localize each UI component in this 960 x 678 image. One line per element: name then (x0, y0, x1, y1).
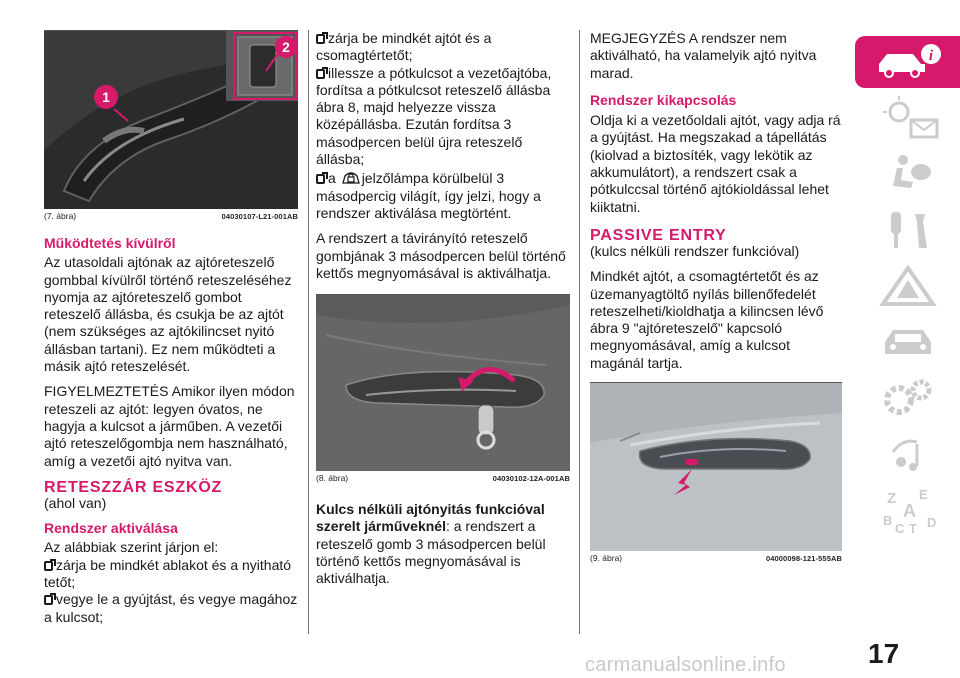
figure-caption: (7. ábra) (44, 211, 77, 221)
tab-starting[interactable] (855, 204, 960, 256)
callout-2-label: 2 (282, 39, 290, 55)
column-divider (579, 30, 580, 634)
checkbox-bullet-icon (44, 595, 53, 605)
para-passive-sub: (kulcs nélküli rendszer funkcióval) (590, 242, 800, 259)
bullet-item: zárja be mindkét ajtót és a csomagtértetőt; (316, 30, 492, 64)
para-warning: FIGYELMEZTETÉS Amikor ilyen módon reteszeli az ajtót: legyen óvatos, ne hagyja a kulcsot a járműben. A vezetői ajtó reteszelőgombja nem használható, amíg a vezetői ajtó nyitva van. (44, 383, 295, 469)
column-1 (44, 30, 298, 626)
door-interior-illustration (44, 31, 298, 209)
deadlock-lamp-icon (340, 168, 362, 186)
tab-multimedia[interactable] (855, 428, 960, 480)
alphabet-index-icon (873, 485, 943, 535)
tab-technical-data[interactable] (855, 372, 960, 424)
svg-text:i: i (928, 48, 933, 64)
heading-activate: Rendszer aktiválása (44, 520, 178, 537)
svg-text:D: D (926, 515, 936, 530)
figure-7-caption (44, 211, 298, 221)
para-outside: Az utasoldali ajtónak az ajtóreteszelő gombbal kívülről történő reteszeléséhez nyomja az ajtóreteszelő gombot reteszelő állásba, és csukja be az ajtót (nem szükséges az ajtókilincset nyitó állásban tartani). Ez nem működteti a másik ajtó reteszelését. (44, 254, 292, 375)
hazard-triangle-icon (873, 264, 943, 308)
para-note: MEGJEGYZÉS A rendszer nem aktiválható, ha valamelyik ajtó nyitva marad. (590, 30, 817, 81)
heading-passive-entry: PASSIVE ENTRY (590, 226, 727, 244)
svg-text:T: T (908, 521, 917, 535)
bullet-item: vegye le a gyújtást, és vegye magához a kulcsot; (44, 591, 298, 625)
figure-9-caption (590, 553, 842, 563)
checkbox-bullet-icon (316, 34, 325, 44)
tab-emergency[interactable] (855, 260, 960, 312)
figure-9 (590, 382, 842, 551)
para-keyless: Kulcs nélküli ajtónyitás funkcióval szerelt járműveknél: a rendszert a reteszelő gomb 3 másodpercen belül történő kettős megnyomásával is aktiválhatja. (316, 501, 546, 587)
tab-warning-lights[interactable] (855, 92, 960, 144)
checkbox-bullet-icon (316, 174, 325, 184)
svg-text:C: C (894, 521, 904, 535)
figure-code: 04030102-12A-001AB (492, 474, 570, 484)
para-deactivate: Oldja ki a vezetőoldali ajtót, vagy adja rá a gyújtást. Ha megszakad a tápellátás (kiolvad a biztosíték, vagy lekötik az akkumulátort), a rendszert csak a pótkulccsal történő ajtókioldással lehet kiiktatni. (590, 112, 841, 215)
airbag-seat-icon (873, 152, 943, 196)
checkbox-bullet-icon (44, 561, 53, 571)
chapter-sidebar (855, 36, 960, 536)
heading-deadlock: RETESZZÁR ESZKÖZ (44, 478, 223, 496)
page-number: 17 (868, 638, 900, 669)
column-divider (308, 30, 309, 634)
figure-7 (44, 30, 298, 209)
keyless-bold-heading: Kulcs nélküli ajtónyitás funkcióval szerelt járműveknél (316, 501, 545, 535)
door-handle-key-illustration (316, 295, 570, 471)
para-activate-intro: Az alábbiak szerint járjon el: (44, 539, 219, 556)
bullet-item: zárja be mindkét ablakot és a nyitható tetőt; (44, 556, 292, 591)
car-info-icon (873, 42, 943, 82)
para-remote: A rendszert a távirányító reteszelő gombjának 3 másodpercen belül történő kettős megnyomásával is aktiválhatja. (316, 230, 566, 281)
callout-1-label: 1 (102, 89, 110, 105)
figure-caption: (9. ábra) (590, 553, 623, 564)
car-front-icon (873, 320, 943, 364)
tab-maintenance[interactable] (855, 316, 960, 368)
gears-icon (873, 376, 943, 420)
svg-text:Z: Z (886, 490, 896, 507)
media-music-icon (873, 432, 943, 476)
para-deadlock-sub: (ahol van) (44, 494, 107, 511)
handle-button-illustration (590, 383, 842, 551)
key-wrench-icon (873, 208, 943, 252)
bullet-item: a jelzőlámpa körülbelül 3 másodpercig világít, így jelzi, hogy a rendszer aktiválása megtörtént. (316, 170, 541, 221)
checkbox-bullet-icon (316, 69, 325, 79)
heading-deactivate: Rendszer kikapcsolás (590, 91, 737, 108)
tab-safety[interactable] (855, 148, 960, 200)
tab-car-info[interactable] (855, 36, 960, 88)
svg-text:E: E (918, 487, 928, 502)
para-passive: Mindkét ajtót, a csomagtértetőt és az üzemanyagtöltő nyílás billenőfedelét reteszelheti/kioldhatja a kilincsen lévő ábra 9 "ajtóreteszelő" kapcsoló megnyomásával, amíg a kulcsot magánál tartja. (590, 268, 824, 371)
figure-code: 04000098-121-555AB (765, 554, 842, 564)
figure-8-caption (316, 473, 570, 483)
tab-index[interactable] (855, 484, 960, 536)
svg-text:B: B (882, 513, 892, 528)
figure-caption: (8. ábra) (316, 473, 349, 484)
watermark: carmanualsonline.info (585, 654, 786, 676)
svg-text:A: A (902, 501, 916, 521)
bullet-item: illessze a pótkulcsot a vezetőajtóba, fordítsa a pótkulcsot reteszelő állásba ábra 8, majd helyezze vissza középállásba. Ezután fordítsa 3 másodpercen belül újra reteszelő állásba; (316, 64, 552, 168)
heading-outside: Működtetés kívülről (44, 235, 176, 251)
figure-code: 04030107-L21-001AB (221, 212, 298, 221)
column-2 (316, 30, 570, 588)
figure-8 (316, 294, 570, 471)
warning-lights-icon (873, 96, 943, 140)
column-3 (590, 30, 842, 563)
